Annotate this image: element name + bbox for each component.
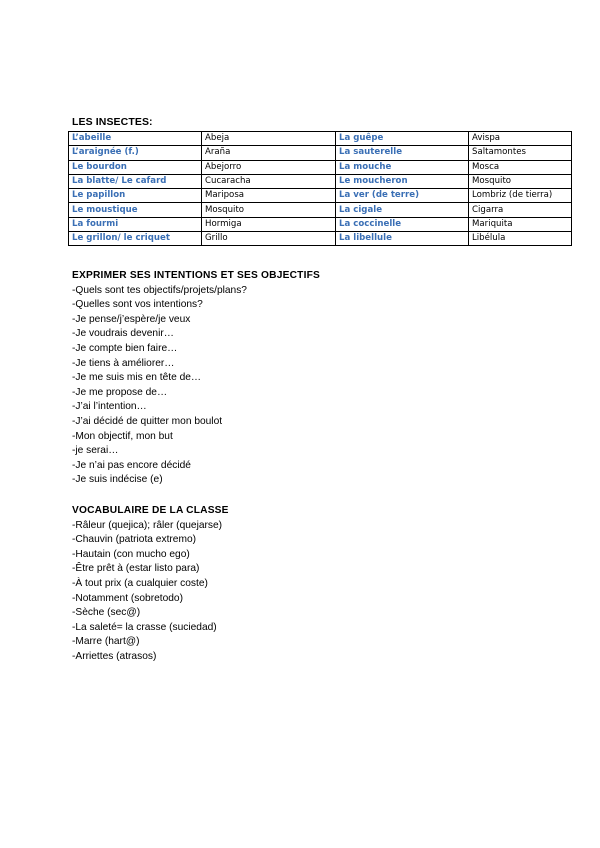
table-row xyxy=(69,174,572,188)
list-item: -J’ai décidé de quitter mon boulot xyxy=(72,415,223,427)
list-item: -Quels sont tes objectifs/projets/plans? xyxy=(72,284,247,296)
spanish-term: Saltamontes xyxy=(469,146,572,160)
spanish-term: Lombriz (de tierra) xyxy=(469,189,572,203)
french-term: La sauterelle xyxy=(336,146,469,160)
french-term: La mouche xyxy=(336,160,469,174)
table-row xyxy=(69,146,572,160)
list-item: -Mon objectif, mon but xyxy=(72,430,173,442)
french-term: La guêpe xyxy=(336,132,469,146)
vocab-section xyxy=(72,504,229,665)
list-item: -Chauvin (patriota extremo) xyxy=(72,534,196,546)
list-item: -Je voudrais devenir… xyxy=(72,328,174,340)
list-item: -Hautain (con mucho ego) xyxy=(72,548,190,560)
table-row xyxy=(69,232,572,246)
spanish-term: Hormiga xyxy=(202,217,336,231)
list-item: -Sèche (sec@) xyxy=(72,607,141,619)
list-item: -Être prêt à (estar listo para) xyxy=(72,563,200,575)
spanish-term: Libélula xyxy=(469,232,572,246)
list-item: -Je suis indécise (e) xyxy=(72,474,163,486)
intentions-section xyxy=(72,269,320,488)
french-term: Le bourdon xyxy=(69,160,202,174)
table-row xyxy=(69,160,572,174)
list-item: -Je compte bien faire… xyxy=(72,342,178,354)
spanish-term: Grillo xyxy=(202,232,336,246)
list-item: -je serai… xyxy=(72,445,119,457)
insects-title: LES INSECTES: xyxy=(72,116,153,128)
intentions-title: EXPRIMER SES INTENTIONS ET SES OBJECTIFS xyxy=(72,270,321,281)
spanish-term: Cucaracha xyxy=(202,174,336,188)
french-term: La blatte/ Le cafard xyxy=(69,174,202,188)
spanish-term: Cigarra xyxy=(469,203,572,217)
french-term: La ver (de terre) xyxy=(336,189,469,203)
list-item: -Notamment (sobretodo) xyxy=(72,592,183,604)
table-row xyxy=(69,189,572,203)
french-term: La fourmi xyxy=(69,217,202,231)
table-row xyxy=(69,217,572,231)
spanish-term: Abeja xyxy=(202,132,336,146)
list-item: -Marre (hart@) xyxy=(72,636,140,648)
french-term: Le moucheron xyxy=(336,174,469,188)
spanish-term: Mosquito xyxy=(469,174,572,188)
table-row xyxy=(69,132,572,146)
spanish-term: Mosca xyxy=(469,160,572,174)
table-row xyxy=(69,203,572,217)
list-item: -Je me propose de… xyxy=(72,386,168,398)
list-item: -Je n’ai pas encore décidé xyxy=(72,459,191,471)
insects-table xyxy=(68,131,572,246)
spanish-term: Mosquito xyxy=(202,203,336,217)
list-item: -Je tiens à améliorer… xyxy=(72,357,175,369)
list-item: -Arriettes (atrasos) xyxy=(72,650,157,662)
list-item: -Quelles sont vos intentions? xyxy=(72,299,203,311)
spanish-term: Araña xyxy=(202,146,336,160)
list-item: -Je me suis mis en tête de… xyxy=(72,372,202,384)
french-term: Le papillon xyxy=(69,189,202,203)
spanish-term: Mariquita xyxy=(469,217,572,231)
french-term: L’araignée (f.) xyxy=(69,146,202,160)
french-term: Le moustique xyxy=(69,203,202,217)
french-term: La cigale xyxy=(336,203,469,217)
french-term: L’abeille xyxy=(69,132,202,146)
list-item: -Je pense/j’espère/je veux xyxy=(72,313,191,325)
list-item: -À tout prix (a cualquier coste) xyxy=(72,577,208,589)
list-item: -La saleté= la crasse (suciedad) xyxy=(72,621,217,633)
french-term: Le grillon/ le criquet xyxy=(69,232,202,246)
spanish-term: Abejorro xyxy=(202,160,336,174)
list-item: -Râleur (quejica); râler (quejarse) xyxy=(72,519,223,531)
french-term: La libellule xyxy=(336,232,469,246)
vocab-title: VOCABULAIRE DE LA CLASSE xyxy=(72,505,229,516)
french-term: La coccinelle xyxy=(336,217,469,231)
spanish-term: Mariposa xyxy=(202,189,336,203)
spanish-term: Avispa xyxy=(469,132,572,146)
list-item: -J’ai l’intention… xyxy=(72,401,147,413)
